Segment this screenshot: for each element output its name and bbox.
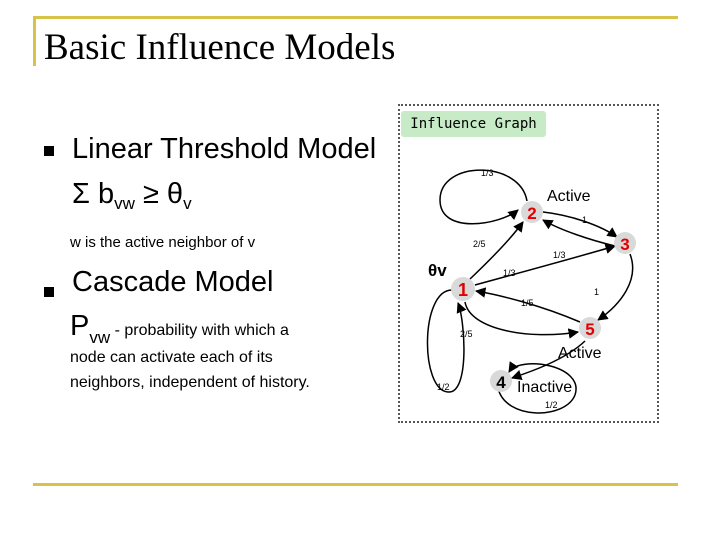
node-2-label: 2 bbox=[527, 204, 537, 223]
node-4-label: 4 bbox=[496, 373, 506, 392]
node-3[interactable] bbox=[614, 232, 636, 254]
influence-graph-label: Influence Graph bbox=[401, 111, 546, 137]
formula-sub-v: v bbox=[183, 194, 192, 213]
edge-weight-label: 1/3 bbox=[553, 250, 566, 260]
slide-title: Basic Influence Models bbox=[44, 27, 396, 68]
p-symbol: P bbox=[70, 310, 90, 342]
edge-weight-label: 2/5 bbox=[460, 329, 473, 339]
bullet-heading-cascade: Cascade Model bbox=[72, 266, 274, 298]
formula-sigma: Σ b bbox=[72, 178, 115, 210]
node-4-state-label: Inactive bbox=[517, 379, 573, 396]
cascade-text-line1: - probability with which a bbox=[110, 322, 289, 339]
node-2-state-label: Active bbox=[547, 188, 591, 205]
node-5[interactable] bbox=[579, 317, 601, 339]
edge-weight-label: 1/2 bbox=[437, 382, 450, 392]
node-1[interactable] bbox=[451, 277, 475, 301]
node-5-state-label: Active bbox=[558, 345, 602, 362]
edge-2-3 bbox=[543, 212, 617, 237]
formula-operator: ≥ θ bbox=[134, 178, 184, 210]
node-2[interactable] bbox=[521, 201, 543, 223]
neighbor-note: w is the active neighbor of v bbox=[70, 234, 256, 251]
edge-weight-label: 1/3 bbox=[503, 268, 516, 278]
theta-v-label: θv bbox=[428, 261, 447, 280]
p-sub-vw: vw bbox=[89, 328, 111, 347]
edge-loop-1 bbox=[427, 290, 463, 392]
edge-weight-label: 1/5 bbox=[521, 298, 534, 308]
edge-weight-label: 1/2 bbox=[545, 400, 558, 410]
edge-3-5 bbox=[598, 254, 633, 320]
edge-weight-label: 1 bbox=[594, 287, 600, 297]
edge-loop-2-return bbox=[440, 200, 518, 224]
edge-weight-label: 2/5 bbox=[473, 239, 486, 249]
node-4[interactable] bbox=[490, 370, 512, 392]
bullet-heading-linear-threshold: Linear Threshold Model bbox=[72, 133, 377, 165]
edge-3-2 bbox=[543, 220, 615, 246]
edge-weight-label: 1 bbox=[582, 215, 588, 225]
edge-1-3 bbox=[475, 246, 615, 285]
node-1-label: 1 bbox=[457, 280, 469, 300]
node-3-label: 3 bbox=[620, 235, 630, 254]
edge-weight-label: 1/3 bbox=[481, 168, 494, 178]
formula-sub-vw: vw bbox=[114, 194, 135, 213]
cascade-text-rest: node can activate each of its neighbors, independent of history. bbox=[70, 349, 310, 391]
node-5-label: 5 bbox=[585, 320, 595, 339]
